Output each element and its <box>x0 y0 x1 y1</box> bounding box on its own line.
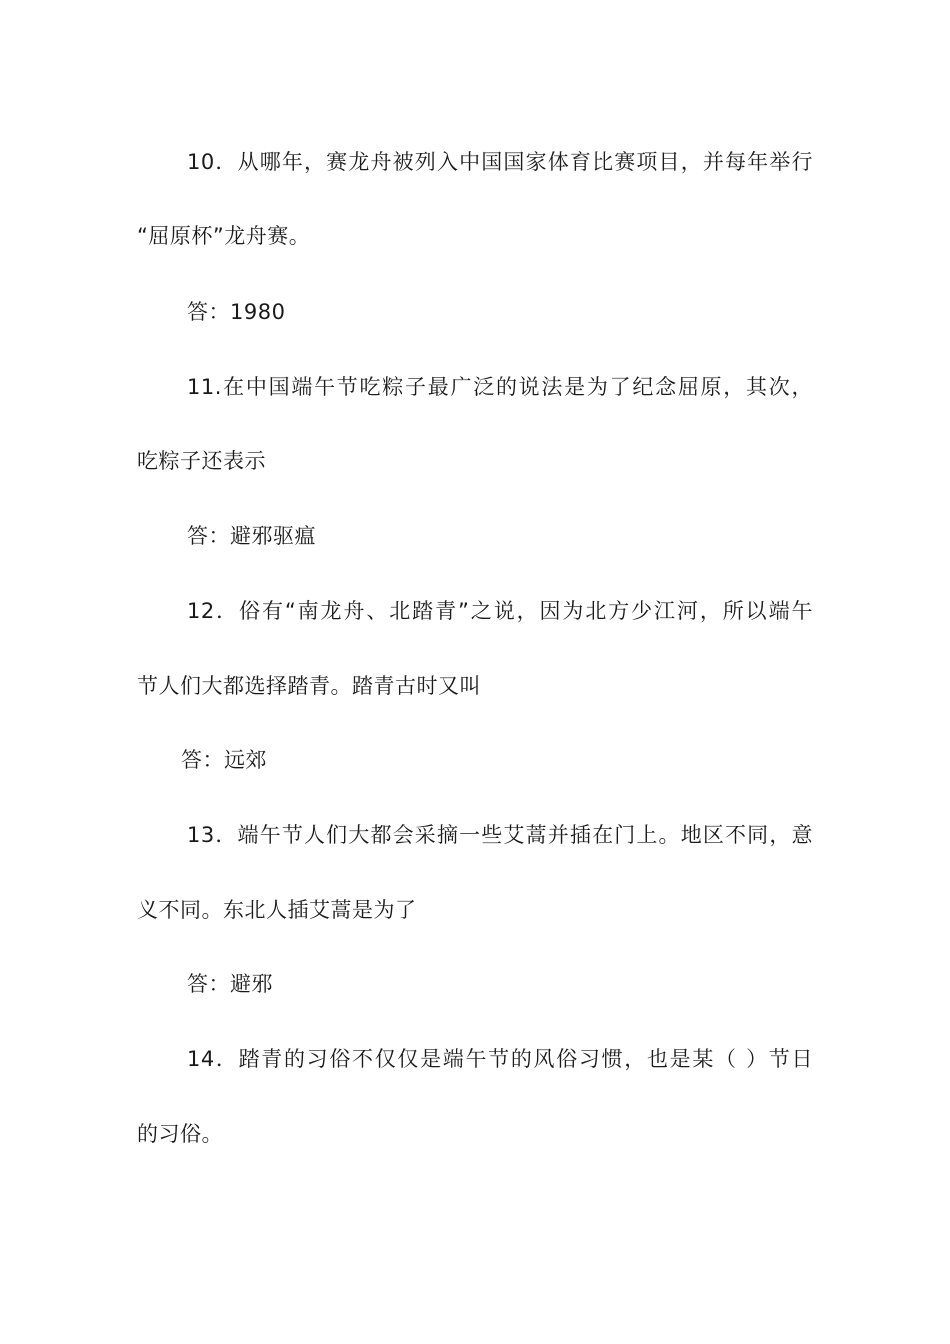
question-12-answer: 答：远郊 <box>181 748 267 772</box>
question-10-line-1: 10．从哪年，赛龙舟被列入中国国家体育比赛项目，并每年举行 <box>187 150 813 174</box>
question-11-answer: 答：避邪驱瘟 <box>187 524 316 548</box>
question-11-line-1: 11.在中国端午节吃粽子最广泛的说法是为了纪念屈原，其次， <box>187 375 813 399</box>
question-10-answer: 答：1980 <box>187 300 286 324</box>
question-14-line-2: 的习俗。 <box>137 1122 223 1146</box>
question-14-line-1: 14．踏青的习俗不仅仅是端午节的风俗习惯，也是某（ ）节日 <box>187 1047 813 1071</box>
question-11-line-2: 吃粽子还表示 <box>137 449 266 473</box>
question-13-answer: 答：避邪 <box>187 972 273 996</box>
question-12-line-2: 节人们大都选择踏青。踏青古时又叫 <box>137 674 481 698</box>
question-13-line-1: 13．端午节人们大都会采摘一些艾蒿并插在门上。地区不同，意 <box>187 823 813 847</box>
question-10-line-2: “屈原杯”龙舟赛。 <box>137 224 311 248</box>
question-12-line-1: 12．俗有“南龙舟、北踏青”之说，因为北方少江河，所以端午 <box>187 599 813 623</box>
question-13-line-2: 义不同。东北人插艾蒿是为了 <box>137 898 417 922</box>
